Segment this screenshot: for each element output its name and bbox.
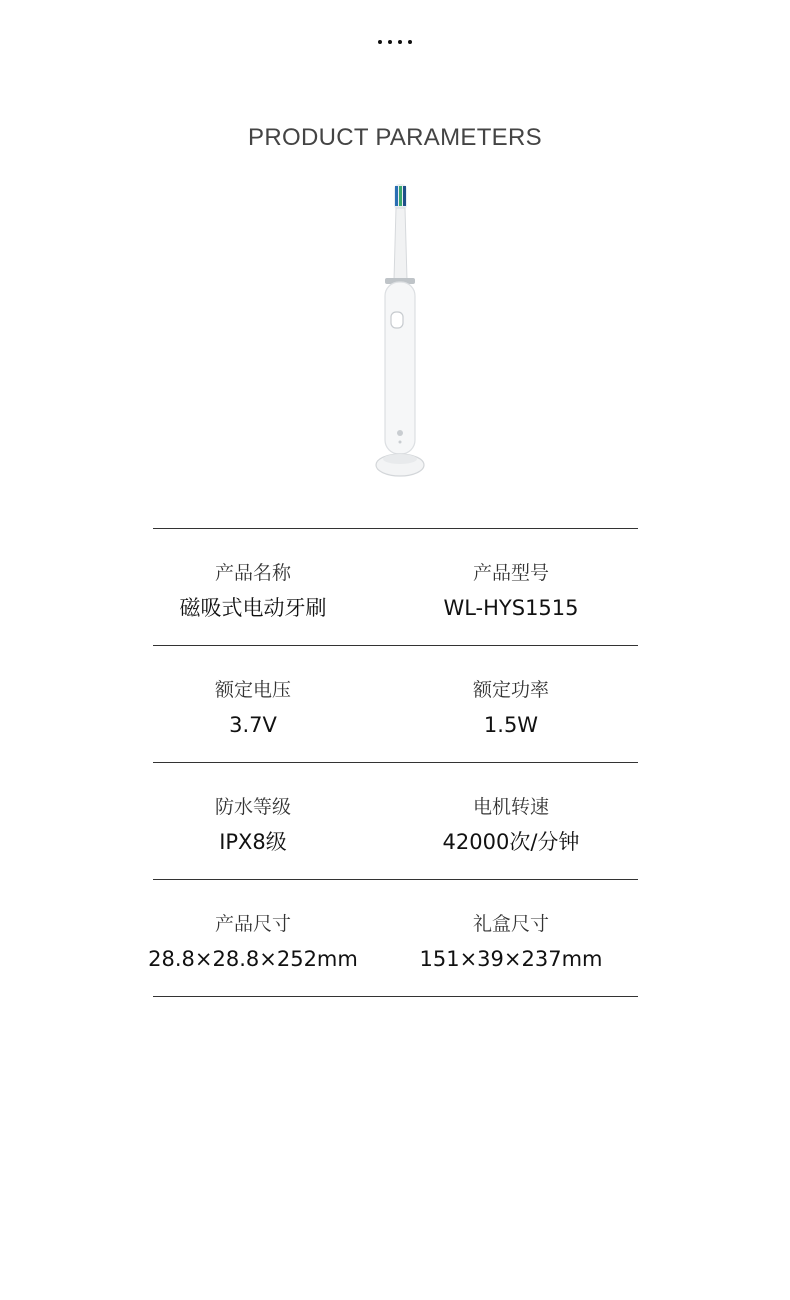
- param-label: 礼盒尺寸: [472, 913, 549, 935]
- param-value: 1.5W: [483, 713, 539, 737]
- param-cell: [133, 910, 373, 974]
- param-cell: [391, 676, 631, 740]
- param-label: 额定电压: [214, 679, 291, 701]
- param-cell: [133, 559, 373, 623]
- param-label: 产品名称: [214, 562, 291, 584]
- parameter-table: [148, 528, 638, 997]
- param-value: 磁吸式电动牙刷: [179, 596, 327, 620]
- ellipsis-dots: [0, 40, 790, 44]
- param-cell: [133, 793, 373, 857]
- dot: [408, 40, 412, 44]
- param-row: [148, 879, 638, 997]
- param-cell: [391, 559, 631, 623]
- param-cell: [391, 910, 631, 974]
- param-label: 额定功率: [472, 679, 549, 701]
- param-value: WL-HYS1515: [443, 596, 579, 620]
- param-label: 防水等级: [214, 796, 291, 818]
- param-value: 42000次/分钟: [442, 830, 580, 854]
- dot: [398, 40, 402, 44]
- param-cell: [391, 793, 631, 857]
- param-cell: [133, 676, 373, 740]
- param-row: [153, 762, 638, 879]
- param-label: 电机转速: [472, 796, 549, 818]
- param-row: [153, 528, 638, 645]
- page-title: PRODUCT PARAMETERS: [248, 124, 542, 151]
- param-row: [153, 645, 638, 762]
- param-label: 产品尺寸: [214, 913, 291, 935]
- param-value: 28.8×28.8×252mm: [148, 947, 358, 971]
- param-label: 产品型号: [472, 562, 549, 584]
- param-value: 3.7V: [229, 713, 277, 737]
- dot: [388, 40, 392, 44]
- electric-toothbrush-icon: [370, 180, 430, 480]
- param-value: IPX8级: [219, 830, 287, 854]
- param-value: 151×39×237mm: [419, 947, 603, 971]
- dot: [378, 40, 382, 44]
